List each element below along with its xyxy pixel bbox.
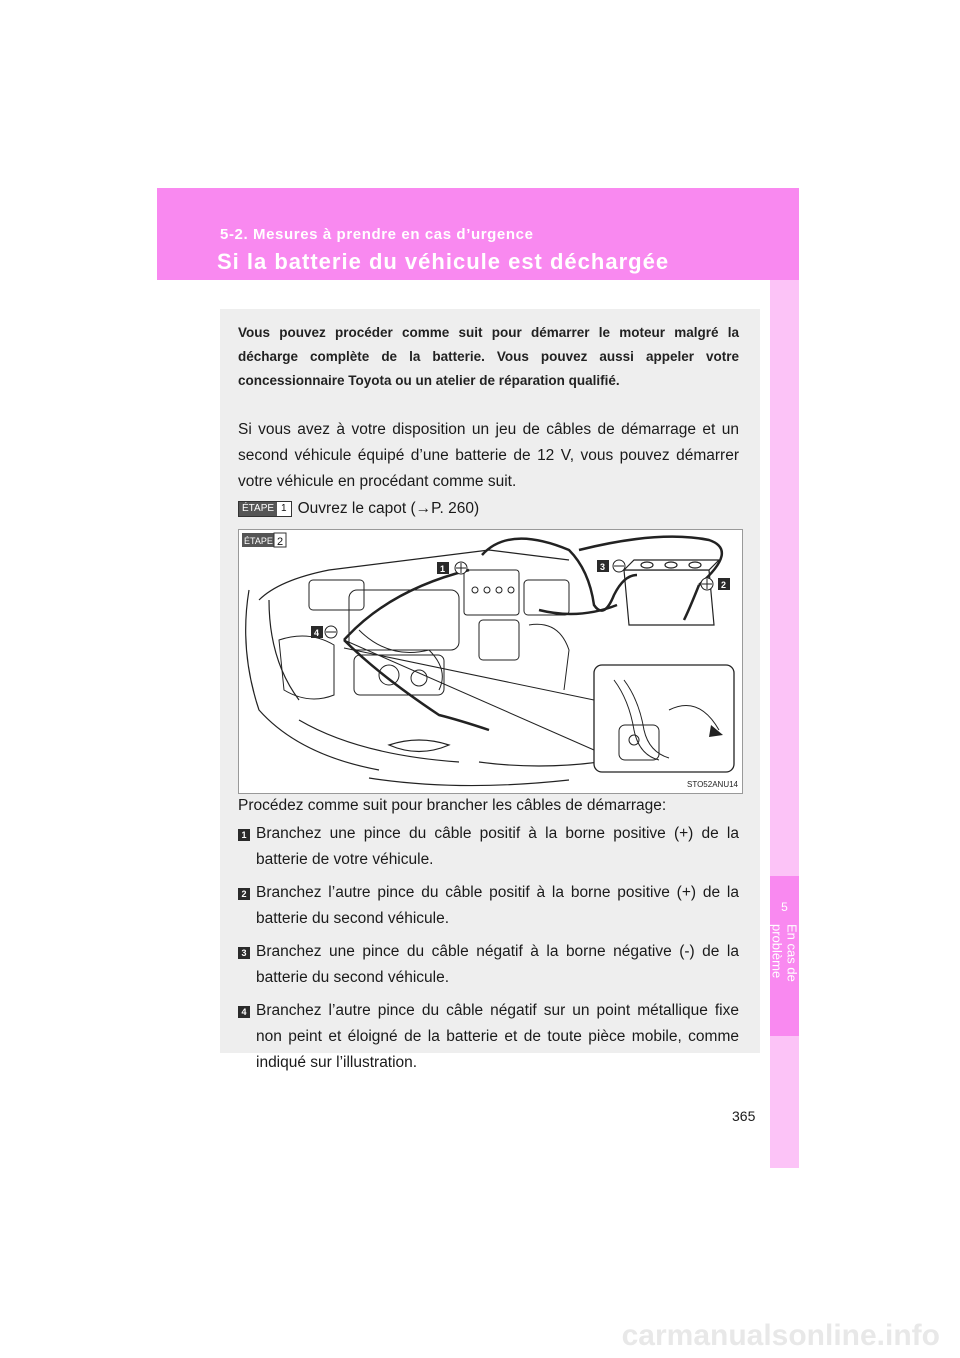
chapter-number: 5	[781, 900, 788, 914]
illustration-code: STO52ANU14	[687, 780, 738, 789]
step-2-badge-number: 2	[277, 536, 284, 548]
step-number-badge: 3	[238, 947, 250, 959]
page-header	[157, 188, 799, 280]
chapter-side-tab	[770, 280, 799, 1168]
watermark-text: carmanualsonline.info	[621, 1319, 940, 1352]
step-badge-word: ÉTAPE	[239, 502, 277, 516]
section-label: 5-2. Mesures à prendre en cas d’urgence	[220, 226, 534, 243]
step-2-badge-word: ÉTAPE	[244, 536, 273, 546]
step-1-text: Ouvrez le capot (→P. 260)	[297, 500, 480, 517]
engine-bay-drawing	[239, 530, 742, 793]
list-item	[238, 939, 739, 991]
svg-text:2: 2	[721, 580, 727, 590]
step-number-badge: 2	[238, 888, 250, 900]
step-number-badge: 4	[238, 1006, 250, 1018]
list-item-text: Branchez l’autre pince du câble positif à la borne positive (+) de la batterie du second véhicule.	[256, 884, 739, 927]
callout-3	[597, 560, 625, 572]
procedure-intro: Procédez comme suit pour brancher les câbles de démarrage:	[238, 797, 667, 814]
intro-note: Vous pouvez procéder comme suit pour démarrer le moteur malgré la décharge complète de la batterie. Vous pouvez aussi appeler votre concessionnaire Toyota ou un atelier de réparation qualifié.	[238, 325, 739, 388]
list-item-text: Branchez une pince du câble négatif à la borne négative (-) de la batterie du second véhicule.	[256, 943, 739, 986]
step-2-badge	[242, 533, 286, 548]
second-vehicle-battery	[624, 560, 719, 625]
step-number-badge: 1	[238, 829, 250, 841]
step-1	[238, 497, 479, 521]
content-box	[220, 309, 760, 1071]
procedure-list	[238, 821, 739, 1083]
svg-text:4: 4	[314, 628, 320, 638]
list-item	[238, 880, 739, 932]
chapter-marker[interactable]	[770, 876, 799, 1036]
list-item-text: Branchez l’autre pince du câble négatif sur un point métallique fixe non peint et éloigné de la batterie et de toute pièce mobile, comme indiqué sur l’illustration.	[256, 1002, 739, 1071]
step-badge	[238, 501, 292, 517]
callout-4	[311, 626, 337, 638]
list-item	[238, 998, 739, 1076]
callout-2	[701, 578, 730, 590]
jump-start-illustration	[238, 529, 743, 794]
chapter-title: En cas de problème	[769, 924, 800, 982]
list-item-text: Branchez une pince du câble positif à la borne positive (+) de la batterie de votre véhicule.	[256, 825, 739, 868]
page-number: 365	[732, 1108, 756, 1124]
svg-text:3: 3	[600, 562, 606, 572]
page-title: Si la batterie du véhicule est déchargée	[217, 249, 670, 274]
ground-point-inset	[594, 665, 734, 772]
callout-1	[437, 562, 467, 574]
svg-text:1: 1	[440, 564, 446, 574]
step-badge-number: 1	[277, 502, 291, 516]
intro-paragraph: Si vous avez à votre disposition un jeu de câbles de démarrage et un second véhicule équipé d’une batterie de 12 V, vous pouvez démarrer votre véhicule en procédant comme suit.	[238, 421, 739, 490]
list-item	[238, 821, 739, 873]
